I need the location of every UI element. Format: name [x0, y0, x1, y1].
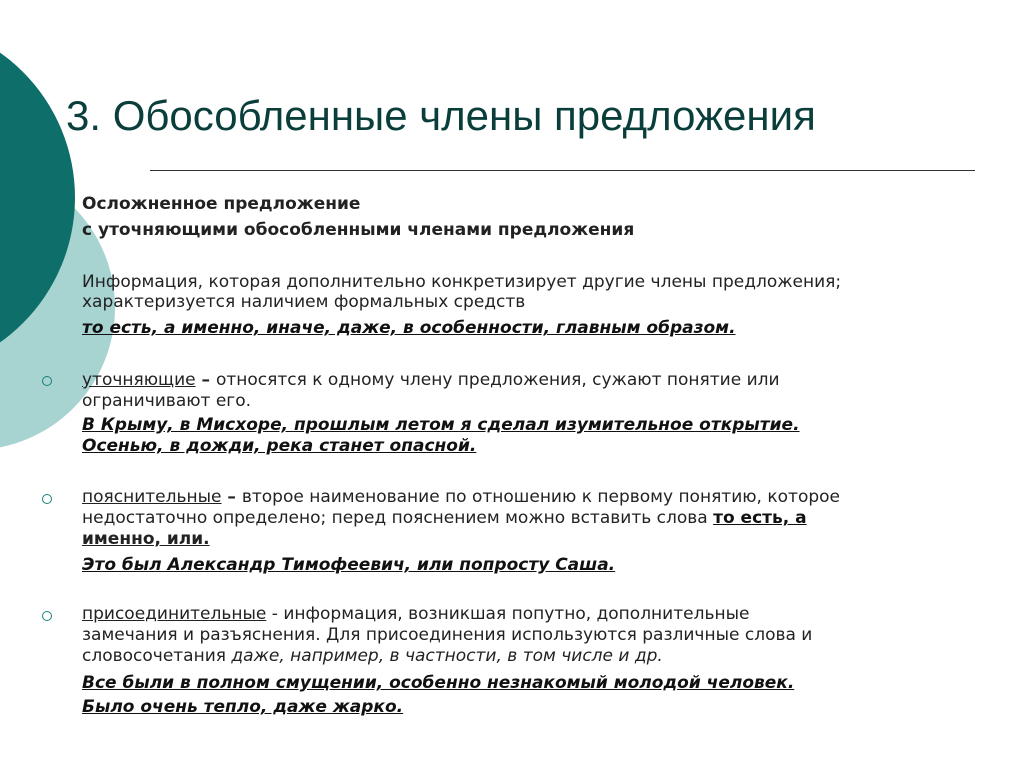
item-1-term: уточняющие — [82, 370, 196, 390]
item-2-line-2 — [82, 508, 807, 529]
item-3-line-1 — [82, 604, 749, 625]
item-1-line-2: ограничивают его. — [82, 391, 252, 411]
intro-markers: то есть, а именно, иначе, даже, в особенности, главным образом. — [82, 318, 736, 338]
item-1-example-2: Осенью, в дожди, река станет опасной. — [82, 436, 477, 456]
heading-line-1: Осложненное предложение — [82, 194, 361, 214]
item-3-desc-italic: даже, например, в частности, в том числе и др. — [231, 646, 663, 666]
item-3-line-3 — [82, 646, 663, 667]
item-1-line-1 — [82, 370, 780, 391]
bullet-icon — [42, 494, 52, 504]
intro-line-2: характеризуется наличием формальных средств — [82, 292, 526, 312]
item-2-emph: то есть, а — [713, 508, 807, 528]
item-3-term: присоединительные — [82, 604, 267, 624]
item-2-line-1 — [82, 487, 840, 508]
item-2-desc-2: недостаточно определено; перед пояснением можно вставить слова — [82, 508, 714, 528]
item-1-example-1: В Крыму, в Мисхоре, прошлым летом я сделал изумительное открытие. — [82, 415, 800, 435]
title-divider — [150, 170, 975, 171]
bullet-icon — [42, 376, 52, 386]
item-1-dash: – — [195, 370, 216, 390]
item-1-desc: относятся к одному члену предложения, сужают понятие или — [215, 370, 780, 390]
item-3-dash: - — [266, 604, 284, 624]
item-2-dash: – — [221, 487, 242, 507]
item-2-term: пояснительные — [82, 487, 222, 507]
item-3-desc-3: словосочетания — [82, 646, 232, 666]
item-2-desc: второе наименование по отношению к первому понятию, которое — [241, 487, 840, 507]
item-2-line-3: именно, или. — [82, 529, 210, 549]
slide-title: 3. Обособленные члены предложения — [66, 92, 816, 139]
bullet-icon — [42, 611, 52, 621]
item-3-example-2: Было очень тепло, даже жарко. — [82, 697, 404, 717]
item-2-example-1: Это был Александр Тимофеевич, или попросту Саша. — [82, 555, 616, 575]
intro-line-1: Информация, которая дополнительно конкретизирует другие члены предложения; — [82, 272, 842, 292]
item-3-line-2: замечания и разъяснения. Для присоединения используются различные слова и — [82, 625, 813, 645]
item-3-example-1: Все были в полном смущении, особенно незнакомый молодой человек. — [82, 673, 795, 693]
item-3-desc: информация, возникшая попутно, дополнительные — [283, 604, 750, 624]
heading-line-2: с уточняющими обособленными членами предложения — [82, 220, 635, 240]
